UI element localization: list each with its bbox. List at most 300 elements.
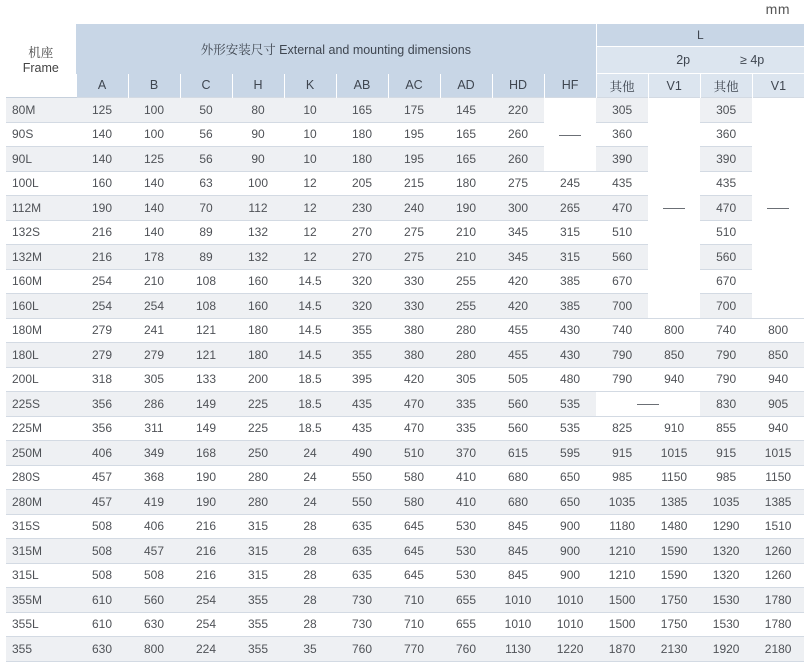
column-header: H [232, 74, 284, 98]
table-cell: 330 [388, 294, 440, 319]
table-cell: 216 [180, 539, 232, 564]
table-cell: 28 [284, 514, 336, 539]
table-cell: 430 [544, 343, 596, 368]
table-cell: 900 [544, 514, 596, 539]
table-cell: 311 [128, 416, 180, 441]
table-cell: 190 [440, 196, 492, 221]
table-cell: 630 [128, 612, 180, 637]
table-cell: 18.5 [284, 367, 336, 392]
table-cell: 790 [596, 367, 648, 392]
table-cell: 125 [76, 98, 128, 123]
table-cell: 132 [232, 245, 284, 270]
dash-cell [648, 98, 700, 319]
table-cell: 645 [388, 514, 440, 539]
table-cell: 710 [388, 588, 440, 613]
table-cell: 855 [700, 416, 752, 441]
unit-label: mm [765, 1, 790, 17]
table-cell: 1015 [752, 441, 804, 466]
table-cell: 315M [6, 539, 76, 564]
table-cell: 985 [596, 465, 648, 490]
table-cell: 133 [180, 367, 232, 392]
table-cell: 10 [284, 122, 336, 147]
table-cell: 190 [76, 196, 128, 221]
table-cell: 419 [128, 490, 180, 515]
table-cell: 168 [180, 441, 232, 466]
table-cell: 508 [76, 539, 128, 564]
table-cell: 560 [492, 416, 544, 441]
table-cell: 360 [700, 122, 752, 147]
table-cell: 216 [180, 514, 232, 539]
table-cell: 1220 [544, 637, 596, 662]
table-row [6, 392, 804, 417]
table-cell: 356 [76, 392, 128, 417]
table-cell: 940 [752, 367, 804, 392]
table-cell: 240 [388, 196, 440, 221]
table-cell: 279 [128, 343, 180, 368]
table-cell: 260 [492, 147, 544, 172]
frame-header-cn: 机座 [28, 45, 54, 60]
table-cell: 940 [752, 416, 804, 441]
table-row [6, 465, 804, 490]
table-cell: 740 [596, 318, 648, 343]
table-cell: 305 [440, 367, 492, 392]
table-cell: 175 [388, 98, 440, 123]
table-cell: 560 [128, 588, 180, 613]
subcolumn-header: 其他 [596, 74, 648, 98]
table-cell: 595 [544, 441, 596, 466]
table-cell: 940 [648, 367, 700, 392]
table-cell: 655 [440, 588, 492, 613]
length-header: L [596, 24, 804, 47]
table-cell: 355 [336, 318, 388, 343]
frame-header-en: Frame [22, 60, 59, 75]
dash-cell [596, 392, 700, 417]
table-cell: 132S [6, 220, 76, 245]
table-cell: 24 [284, 441, 336, 466]
table-cell: 180L [6, 343, 76, 368]
table-cell: 1500 [596, 612, 648, 637]
table-row [6, 588, 804, 613]
table-cell: 560 [700, 245, 752, 270]
table-cell: 435 [336, 392, 388, 417]
table-cell: 430 [544, 318, 596, 343]
table-cell: 730 [336, 612, 388, 637]
table-cell: 345 [492, 245, 544, 270]
table-cell: 905 [752, 392, 804, 417]
table-cell: 915 [596, 441, 648, 466]
table-cell: 250M [6, 441, 76, 466]
table-cell: 315 [232, 514, 284, 539]
table-cell: 1750 [648, 612, 700, 637]
table-cell: 28 [284, 539, 336, 564]
table-cell: 100 [128, 98, 180, 123]
table-cell: 770 [388, 637, 440, 662]
table-cell: 140 [76, 147, 128, 172]
table-cell: 140 [76, 122, 128, 147]
table-cell: 1780 [752, 612, 804, 637]
table-cell: 205 [336, 171, 388, 196]
table-cell: 1210 [596, 539, 648, 564]
table-cell: 225S [6, 392, 76, 417]
table-cell: 420 [388, 367, 440, 392]
table-cell: 1320 [700, 539, 752, 564]
table-cell: 406 [128, 514, 180, 539]
table-cell: 435 [336, 416, 388, 441]
table-cell: 160 [232, 269, 284, 294]
dash-cell [544, 98, 596, 172]
table-cell: 560 [492, 392, 544, 417]
table-cell: 50 [180, 98, 232, 123]
table-row [6, 343, 804, 368]
table-cell: 149 [180, 416, 232, 441]
table-cell: 195 [388, 147, 440, 172]
subcolumn-header: V1 [648, 74, 700, 98]
column-header-row [6, 74, 804, 98]
table-cell: 280 [232, 490, 284, 515]
table-cell: 254 [180, 588, 232, 613]
table-cell: 650 [544, 490, 596, 515]
table-cell: 90L [6, 147, 76, 172]
table-cell: 490 [336, 441, 388, 466]
table-cell: 635 [336, 539, 388, 564]
table-row [6, 367, 804, 392]
table-cell: 1480 [648, 514, 700, 539]
table-cell: 140 [128, 171, 180, 196]
table-cell: 56 [180, 122, 232, 147]
column-header: A [76, 74, 128, 98]
table-row [6, 318, 804, 343]
table-cell: 108 [180, 294, 232, 319]
table-cell: 70 [180, 196, 232, 221]
table-cell: 510 [388, 441, 440, 466]
table-cell: 790 [700, 343, 752, 368]
table-cell: 470 [700, 196, 752, 221]
table-cell: 14.5 [284, 269, 336, 294]
table-cell: 216 [76, 245, 128, 270]
table-cell: 318 [76, 367, 128, 392]
table-cell: 355M [6, 588, 76, 613]
table-cell: 480 [544, 367, 596, 392]
table-cell: 368 [128, 465, 180, 490]
dash-mark [767, 208, 789, 209]
dash-mark [637, 404, 659, 405]
table-cell: 200L [6, 367, 76, 392]
table-cell: 457 [76, 465, 128, 490]
table-cell: 1210 [596, 563, 648, 588]
table-cell: 845 [492, 539, 544, 564]
table-cell: 670 [700, 269, 752, 294]
table-cell: 1510 [752, 514, 804, 539]
table-cell: 90 [232, 122, 284, 147]
table-cell: 680 [492, 465, 544, 490]
table-cell: 580 [388, 490, 440, 515]
table-cell: 1750 [648, 588, 700, 613]
table-cell: 132M [6, 245, 76, 270]
table-cell: 740 [700, 318, 752, 343]
table-cell: 63 [180, 171, 232, 196]
table-cell: 18.5 [284, 416, 336, 441]
table-cell: 254 [180, 612, 232, 637]
table-cell: 380 [388, 318, 440, 343]
table-cell: 270 [336, 245, 388, 270]
table-cell: 1530 [700, 588, 752, 613]
table-cell: 160M [6, 269, 76, 294]
table-cell: 1010 [544, 588, 596, 613]
table-cell: 28 [284, 612, 336, 637]
table-cell: 355 [6, 637, 76, 662]
dash-mark [663, 208, 685, 209]
dimensions-table [6, 24, 804, 662]
table-cell: 89 [180, 220, 232, 245]
table-row [6, 637, 804, 662]
table-cell: 700 [596, 294, 648, 319]
table-row [6, 539, 804, 564]
table-cell: 160 [232, 294, 284, 319]
table-cell: 457 [128, 539, 180, 564]
table-cell: 1870 [596, 637, 648, 662]
table-cell: 12 [284, 245, 336, 270]
table-cell: 470 [388, 416, 440, 441]
table-cell: 635 [336, 563, 388, 588]
table-cell: 2180 [752, 637, 804, 662]
table-cell: 385 [544, 269, 596, 294]
table-cell: 224 [180, 637, 232, 662]
table-cell: 225 [232, 416, 284, 441]
table-cell: 915 [700, 441, 752, 466]
table-cell: 900 [544, 539, 596, 564]
column-header: AC [388, 74, 440, 98]
table-cell: 180 [336, 147, 388, 172]
table-cell: 535 [544, 416, 596, 441]
table-cell: 535 [544, 392, 596, 417]
table-cell: 760 [440, 637, 492, 662]
table-cell: 275 [492, 171, 544, 196]
table-cell: 349 [128, 441, 180, 466]
table-cell: 435 [596, 171, 648, 196]
table-cell: 305 [596, 98, 648, 123]
table-cell: 1385 [648, 490, 700, 515]
table-cell: 250 [232, 441, 284, 466]
table-cell: 645 [388, 539, 440, 564]
table-cell: 790 [700, 367, 752, 392]
table-cell: 1150 [648, 465, 700, 490]
table-cell: 330 [388, 269, 440, 294]
table-cell: 406 [76, 441, 128, 466]
table-cell: 1010 [492, 612, 544, 637]
table-row [6, 98, 804, 123]
table-cell: 305 [700, 98, 752, 123]
table-row [6, 563, 804, 588]
table-cell: 370 [440, 441, 492, 466]
table-cell: 265 [544, 196, 596, 221]
table-cell: 180 [232, 318, 284, 343]
table-cell: 356 [76, 416, 128, 441]
table-cell: 410 [440, 490, 492, 515]
table-cell: 180 [232, 343, 284, 368]
table-cell: 505 [492, 367, 544, 392]
table-cell: 320 [336, 294, 388, 319]
table-cell: 1150 [752, 465, 804, 490]
table-cell: 420 [492, 269, 544, 294]
table-cell: 1010 [492, 588, 544, 613]
pole-4p-header: ≥ 4p [700, 47, 804, 74]
table-cell: 800 [128, 637, 180, 662]
table-cell: 286 [128, 392, 180, 417]
table-cell: 200 [232, 367, 284, 392]
table-cell: 216 [76, 220, 128, 245]
table-cell: 455 [492, 343, 544, 368]
table-cell: 210 [128, 269, 180, 294]
table-cell: 410 [440, 465, 492, 490]
table-cell: 280S [6, 465, 76, 490]
table-cell: 12 [284, 196, 336, 221]
table-cell: 89 [180, 245, 232, 270]
table-cell: 380 [388, 343, 440, 368]
table-cell: 1500 [596, 588, 648, 613]
column-header: K [284, 74, 336, 98]
table-cell: 125 [128, 147, 180, 172]
table-cell: 165 [336, 98, 388, 123]
table-cell: 1260 [752, 563, 804, 588]
table-cell: 180M [6, 318, 76, 343]
table-cell: 645 [388, 563, 440, 588]
table-cell: 225 [232, 392, 284, 417]
table-cell: 825 [596, 416, 648, 441]
table-cell: 560 [596, 245, 648, 270]
table-cell: 670 [596, 269, 648, 294]
table-cell: 580 [388, 465, 440, 490]
table-cell: 90 [232, 147, 284, 172]
table-cell: 24 [284, 490, 336, 515]
table-cell: 165 [440, 122, 492, 147]
table-cell: 165 [440, 147, 492, 172]
table-cell: 800 [648, 318, 700, 343]
subcolumn-header: 其他 [700, 74, 752, 98]
table-cell: 390 [700, 147, 752, 172]
table-cell: 254 [128, 294, 180, 319]
table-cell: 1035 [596, 490, 648, 515]
table-cell: 24 [284, 465, 336, 490]
table-cell: 1530 [700, 612, 752, 637]
table-cell: 850 [648, 343, 700, 368]
table-cell: 900 [544, 563, 596, 588]
table-cell: 220 [492, 98, 544, 123]
table-cell: 508 [76, 563, 128, 588]
table-cell: 420 [492, 294, 544, 319]
table-cell: 28 [284, 563, 336, 588]
table-cell: 610 [76, 588, 128, 613]
table-cell: 335 [440, 392, 492, 417]
table-cell: 28 [284, 588, 336, 613]
table-cell: 1920 [700, 637, 752, 662]
table-cell: 760 [336, 637, 388, 662]
table-cell: 1180 [596, 514, 648, 539]
table-cell: 655 [440, 612, 492, 637]
table-row [6, 490, 804, 515]
table-cell: 216 [180, 563, 232, 588]
table-cell: 1320 [700, 563, 752, 588]
table-cell: 385 [544, 294, 596, 319]
table-cell: 470 [388, 392, 440, 417]
table-cell: 985 [700, 465, 752, 490]
table-cell: 710 [388, 612, 440, 637]
table-cell: 1385 [752, 490, 804, 515]
table-cell: 850 [752, 343, 804, 368]
table-cell: 630 [76, 637, 128, 662]
column-header: AB [336, 74, 388, 98]
table-cell: 510 [596, 220, 648, 245]
table-row [6, 441, 804, 466]
table-cell: 730 [336, 588, 388, 613]
table-row [6, 514, 804, 539]
table-cell: 300 [492, 196, 544, 221]
table-cell: 275 [388, 220, 440, 245]
table-cell: 390 [596, 147, 648, 172]
table-cell: 190 [180, 490, 232, 515]
table-cell: 1010 [544, 612, 596, 637]
table-cell: 395 [336, 367, 388, 392]
table-cell: 255 [440, 269, 492, 294]
table-cell: 680 [492, 490, 544, 515]
column-header: AD [440, 74, 492, 98]
column-header: HD [492, 74, 544, 98]
table-cell: 100L [6, 171, 76, 196]
table-cell: 132 [232, 220, 284, 245]
table-cell: 305 [128, 367, 180, 392]
pole-2p-header: 2p [596, 47, 700, 74]
dash-cell [752, 98, 804, 319]
table-cell: 650 [544, 465, 596, 490]
table-cell: 1780 [752, 588, 804, 613]
table-cell: 845 [492, 563, 544, 588]
table-cell: 100 [232, 171, 284, 196]
table-cell: 280 [232, 465, 284, 490]
table-cell: 100 [128, 122, 180, 147]
table-cell: 315 [544, 220, 596, 245]
table-cell: 315L [6, 563, 76, 588]
table-cell: 112M [6, 196, 76, 221]
table-cell: 140 [128, 196, 180, 221]
table-cell: 355 [232, 588, 284, 613]
table-cell: 260 [492, 122, 544, 147]
table-cell: 550 [336, 465, 388, 490]
table-cell: 254 [76, 294, 128, 319]
table-cell: 315S [6, 514, 76, 539]
table-cell: 470 [596, 196, 648, 221]
table-cell: 241 [128, 318, 180, 343]
table-cell: 275 [388, 245, 440, 270]
table-cell: 910 [648, 416, 700, 441]
table-cell: 180 [440, 171, 492, 196]
table-cell: 1130 [492, 637, 544, 662]
table-cell: 121 [180, 318, 232, 343]
table-cell: 615 [492, 441, 544, 466]
table-cell: 280M [6, 490, 76, 515]
table-cell: 10 [284, 147, 336, 172]
table-cell: 530 [440, 539, 492, 564]
table-cell: 180 [336, 122, 388, 147]
table-cell: 225M [6, 416, 76, 441]
dash-mark [559, 135, 581, 136]
table-cell: 121 [180, 343, 232, 368]
table-cell: 1590 [648, 563, 700, 588]
table-cell: 530 [440, 514, 492, 539]
table-cell: 1590 [648, 539, 700, 564]
column-header: C [180, 74, 232, 98]
table-cell: 700 [700, 294, 752, 319]
table-cell: 800 [752, 318, 804, 343]
table-cell: 508 [128, 563, 180, 588]
